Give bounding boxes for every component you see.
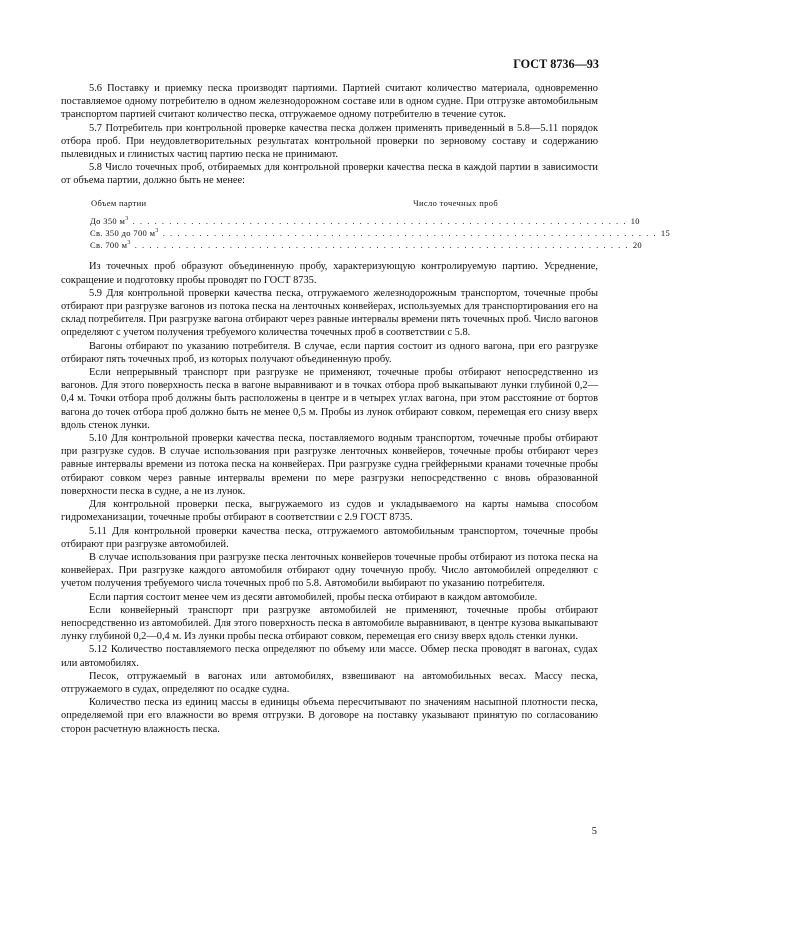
clause-5-9: 5.9 Для контрольной проверки качества песка, отгружаемого железнодорожным транспортом, точечные пробы отбирают при разгрузке вагонов из потока песка на ленточных конвейерах, используемых для транспортирования его на склад потребителя. При разгрузке вагона отбирают через равные интервалы времени пять точечных проб. Число вагонов определяют с учетом получения требуемого количества точечных проб в соответствии с 5.8.: [61, 287, 598, 339]
clause-5-6: 5.6 Поставку и приемку песка производят партиями. Партией считают количество материала, одновременно поставляемое одному потребителю в одном железнодорожном составе или в одном судне. При отгрузке автомобильным транспортом партией считают количество песка, отгружаемое одному потребителю в течение суток.: [61, 83, 598, 121]
paragraph: Если непрерывный транспорт при разгрузке не применяют, точечные пробы отбирают непосредственно из вагонов. Для этого поверхность песка в вагоне выравнивают и в точках отбора проб выкапывают лунки глубиной 0,2—0,4 м. Точки отбора проб должны быть расположены в центре и в четырех углах вагона, при этом расстояние от бортов вагона до точек отбора проб должно быть не менее 0,5 м. Пробы из лунок отбирают совком, перемещая его снизу вверх вдоль стенок лунки.: [61, 367, 598, 431]
table-row: [61, 215, 640, 227]
standard-header: ГОСТ 8736—93: [513, 57, 599, 71]
clause-5-11: 5.11 Для контрольной проверки качества песка, отгружаемого автомобильным транспортом, точечные пробы отбирают при разгрузке автомобилей.: [61, 525, 598, 550]
paragraph: Для контрольной проверки песка, выгружаемого из судов и укладываемого на карты намыва способом гидромеханизации, точечные пробы отбирают в соответствии с 2.9 ГОСТ 8735.: [61, 499, 598, 524]
clause-5-7: 5.7 Потребитель при контрольной проверке качества песка должен применять приведенный в 5.8—5.11 порядок отбора проб. При неудовлетворительных результатах контрольной проверки по зерновому составу и содержанию пылевидных и глинистых частиц партию песка не принимают.: [61, 122, 598, 161]
row-value: 10: [630, 215, 640, 226]
paragraph: Вагоны отбирают по указанию потребителя. В случае, если партия состоит из одного вагона, при его разгрузке отбирают пять точечных проб, из которых получают объединенную пробу.: [61, 340, 598, 365]
leader-dots: ....................................................................: [134, 240, 633, 251]
paragraph: Песок, отгружаемый в вагонах или автомобилях, взвешивают на автомобильных весах. Массу песка, отгружаемого в судах, определяют по осадке судна.: [61, 670, 598, 695]
clause-5-8: 5.8 Число точечных проб, отбираемых для контрольной проверки качества песка в каждой партии в зависимости от объема партии, должно быть не менее:: [61, 162, 598, 187]
document-body: [61, 82, 671, 736]
page-number: 5: [591, 826, 597, 837]
leader-dots: ....................................................................: [132, 215, 631, 226]
col-samples-header: Число точечных проб: [413, 197, 498, 208]
row-value: 15: [660, 228, 671, 239]
leader-dots: ....................................................................: [162, 228, 661, 239]
row-value: 20: [632, 240, 643, 251]
paragraph: Если партия состоит менее чем из десяти автомобилей, пробы песка отбирают в каждом автомобиле.: [89, 591, 538, 603]
clause-5-12: 5.12 Количество поставляемого песка определяют по объему или массе. Обмер песка проводят в вагонах, судах или автомобилях.: [61, 644, 598, 669]
clause-5-10: 5.10 Для контрольной проверки качества песка, поставляемого водным транспортом, точечные пробы отбирают при разгрузке судов. В случае использования при разгрузке ленточных конвейеров, точечные пробы отбирают через равные интервалы времени из потока песка на конвейерах. При разгрузке судна грейферными кранами точечные пробы отбирают совком через равные интервалы времени по мере разгрузки непосредственно с вновь образованной поверхности песка в судне, а не из лунок.: [61, 433, 598, 497]
paragraph: Количество песка из единиц массы в единицы объема пересчитывают по значениям насыпной плотности песка, определяемой при его влажности во время отгрузки. В договоре на поставку указывают принятую по согласованию сторон расчетную влажность песка.: [61, 697, 598, 735]
paragraph: В случае использования при разгрузке песка ленточных конвейеров точечные пробы отбирают из потока песка на конвейерах. При разгрузке каждого автомобиля отбирают одну точечную пробу. Число автомобилей определяют с учетом получения требуемого числа точечных проб по 5.8. Автомобили выбирают по указанию потребителя.: [61, 551, 598, 590]
row-label: Св. 700 $м^3$: [90, 240, 131, 251]
row-label: До 350 $м^3$: [90, 215, 129, 226]
table-row: [61, 227, 671, 239]
col-volume-header: Объем партии: [91, 197, 147, 208]
paragraph: Из точечных проб образуют объединенную пробу, характеризующую контролируемую партию. Усреднение, сокращение и подготовку пробы проводят по ГОСТ 8735.: [61, 261, 598, 286]
paragraph: Если конвейерный транспорт при разгрузке автомобилей не применяют, точечные пробы отбирают непосредственно из автомобилей. Для этого поверхность песка в автомобиле выравнивают, в центре кузова выкапывают лунку глубиной 0,2—0,4 м. Из лунки пробы песка отбирают совком, перемещая его снизу вверх вдоль стенки лунки.: [61, 604, 598, 643]
sampling-table: [61, 197, 671, 252]
row-label: Св. 350 до 700 $м^3$: [90, 228, 159, 239]
table-row: [61, 239, 643, 251]
table-header: [61, 197, 598, 209]
